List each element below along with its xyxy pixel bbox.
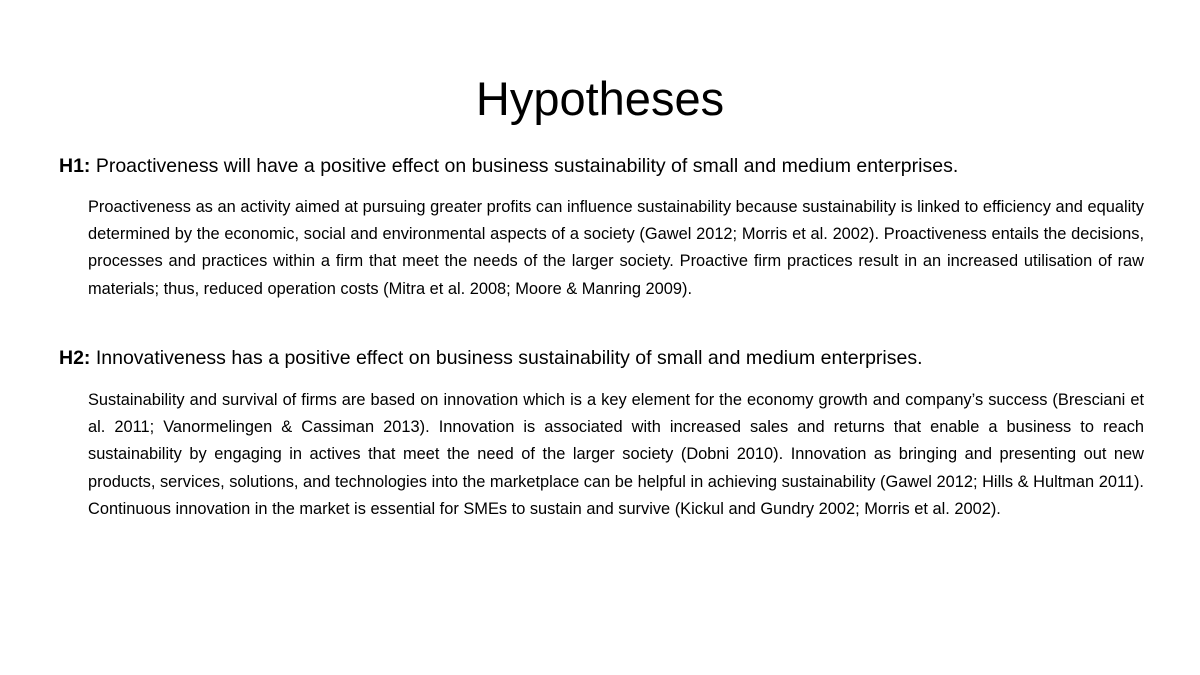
hypothesis-1-id: H1: — [59, 155, 91, 177]
hypothesis-1-statement: Proactiveness will have a positive effect on business sustainability of small and medium enterprises. — [90, 155, 959, 177]
hypothesis-2-explanation: Sustainability and survival of firms are based on innovation which is a key element for the economy growth and company’s success (Bresciani et al. 2011; Vanormelingen & Cassiman 2013). Innovation is associated with increased sales and returns that enable a business to reach sustainability by engaging in actives that meet the need of the larger society (Dobni 2010). Innovation as bringing and presenting out new products, services, solutions, and technologies into the marketplace can be helpful in achieving sustainability (Gawel 2012; Hills & Hultman 2011). Continuous innovation in the market is essential for SMEs to sustain and survive (Kickul and Gundry 2002; Morris et al. 2002). — [88, 391, 1144, 518]
hypothesis-1-explanation: Proactiveness as an activity aimed at pursuing greater profits can influence sustainability because sustainability is linked to efficiency and equality determined by the economic, social and environmental aspects of a society (Gawel 2012; Morris et al. 2002). Proactiveness entails the decisions, processes and practices within a firm that meet the needs of the larger society. Proactive firm practices result in an increased utilisation of raw materials; thus, reduced operation costs (Mitra et al. 2008; Moore & Manring 2009). — [88, 198, 1144, 298]
hypothesis-2-heading — [59, 345, 1159, 371]
slide-title: Hypotheses — [475, 72, 725, 125]
hypothesis-2-statement: Innovativeness has a positive effect on business sustainability of small and medium enterprises. — [90, 347, 923, 369]
hypothesis-2-id: H2: — [59, 347, 91, 369]
hypothesis-1-heading — [59, 153, 1159, 179]
